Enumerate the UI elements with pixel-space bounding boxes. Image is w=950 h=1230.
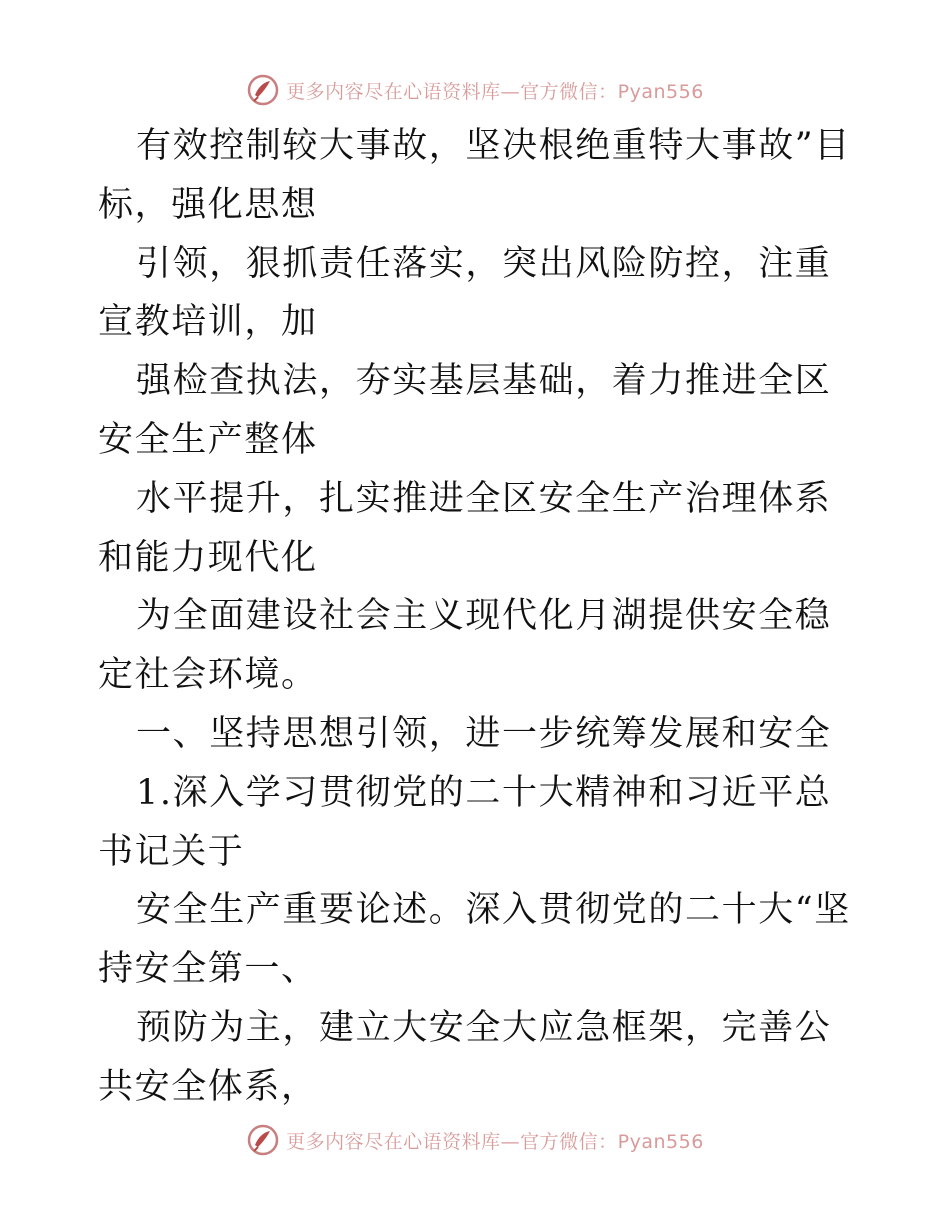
paragraph: 引领，狠抓责任落实，突出风险防控，注重宣教培训，加: [98, 243, 832, 343]
paragraph: 1.深入学习贯彻党的二十大精神和习近平总书记关于: [98, 772, 832, 872]
paragraph: 安全生产重要论述。深入贯彻党的二十大“坚持安全第一、: [98, 890, 851, 990]
paragraph: 预防为主，建立大安全大应急框架，完善公共安全体系，: [98, 1007, 832, 1107]
paragraph: 有效控制较大事故，坚决根绝重特大事故”目标，强化思想: [98, 126, 851, 225]
footer-watermark: [0, 1120, 950, 1160]
seal-logo-icon: [246, 1123, 280, 1157]
paragraph: 水平提升，扎实推进全区安全生产治理体系和能力现代化: [98, 478, 832, 578]
paragraph: 为全面建设社会主义现代化月湖提供安全稳定社会环境。: [98, 596, 832, 696]
watermark-label: 更多内容尽在心语资料库—官方微信：: [286, 1130, 618, 1153]
watermark-text: [286, 1127, 704, 1154]
watermark-label: 更多内容尽在心语资料库—官方微信：: [286, 80, 618, 103]
watermark-text: [286, 77, 704, 104]
header-watermark: [0, 70, 950, 110]
paragraph: 强检查执法，夯实基层基础，着力推进全区安全生产整体: [98, 361, 832, 460]
watermark-wechat-id: Pyan556: [617, 1130, 704, 1153]
section-heading: 一、坚持思想引领，进一步统筹发展和安全: [136, 713, 832, 754]
watermark-wechat-id: Pyan556: [617, 80, 704, 103]
document-body: [98, 117, 858, 1117]
seal-logo-icon: [246, 73, 280, 107]
